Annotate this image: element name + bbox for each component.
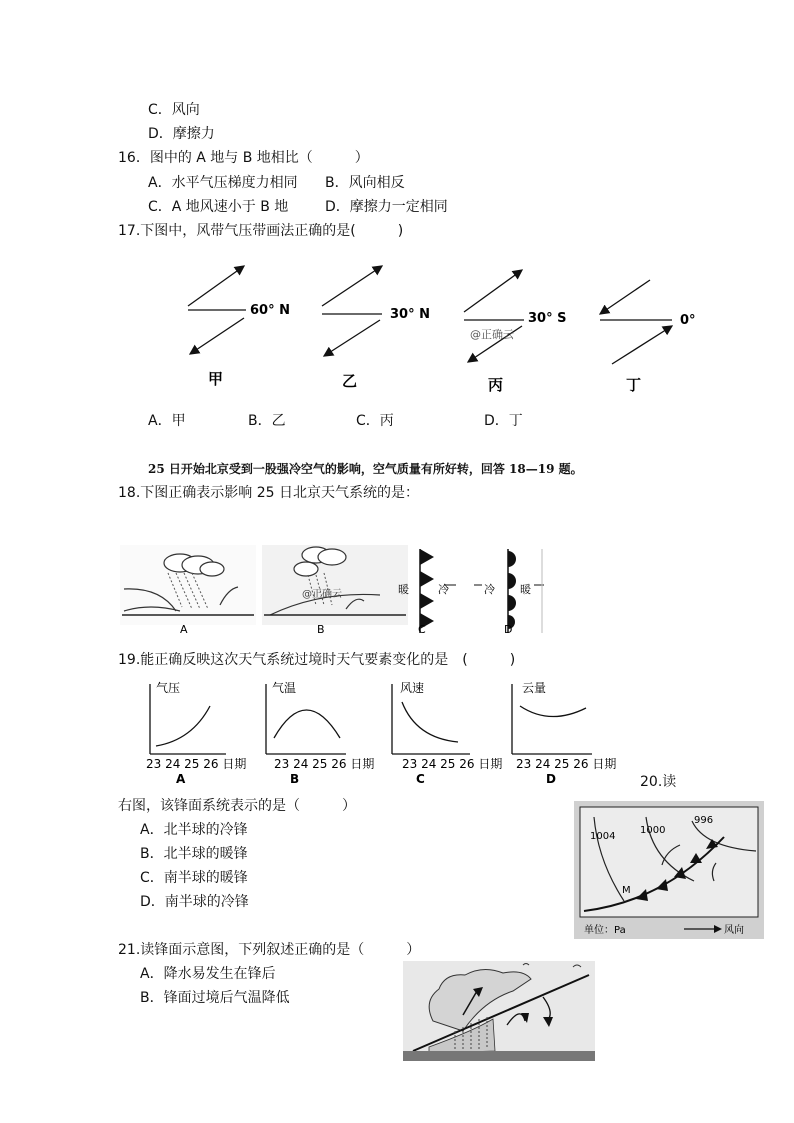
q16-option-b: B．风向相反 xyxy=(325,175,405,191)
q20-option-c: C．南半球的暖锋 xyxy=(140,870,248,886)
q17-caption-bing: 丙 xyxy=(488,376,504,394)
q17-diagram-yi xyxy=(322,266,430,390)
q18-panel-b xyxy=(262,545,408,636)
q19-letter-c: C xyxy=(416,772,425,786)
q16-option-a: A．水平气压梯度力相同 xyxy=(148,175,298,191)
q17-diagram-bing xyxy=(464,270,566,394)
q19-ylabel-d: 云量 xyxy=(522,681,547,695)
q18-front-figure xyxy=(120,545,546,637)
q18-warm-c: 暖 xyxy=(398,583,409,596)
q18-cold-d: 冷 xyxy=(484,583,495,596)
q21-front-diagram xyxy=(403,961,595,1061)
q19-letter-d: D xyxy=(546,772,556,786)
q19-stem: 19.能正确反映这次天气系统过境时天气要素变化的是 ( ) xyxy=(118,652,516,668)
q17-caption-jia: 甲 xyxy=(208,370,224,388)
q20-front-map xyxy=(574,801,764,939)
q17-option-d: D．丁 xyxy=(484,413,523,429)
q18-letter-b: B xyxy=(317,623,325,636)
q15-option-d: D．摩擦力 xyxy=(148,126,215,142)
q21-option-a: A．降水易发生在锋后 xyxy=(140,966,276,982)
q20-lead: 20.读 xyxy=(640,774,677,790)
q15-option-c: C．风向 xyxy=(148,102,200,118)
q17-caption-ding: 丁 xyxy=(626,376,642,394)
q18-cold-c: 冷 xyxy=(438,583,449,596)
q19-ylabel-c: 风速 xyxy=(400,681,425,695)
q19-letter-b: B xyxy=(290,772,300,786)
q20-isobar-1004: 1004 xyxy=(590,831,616,842)
q17-wind-belt-figure xyxy=(180,258,710,398)
q18-letter-d: D xyxy=(504,623,513,636)
q17-diagram-ding xyxy=(600,280,696,394)
q18-watermark: @正确云 xyxy=(302,589,342,600)
q18-stem: 18.下图正确表示影响 25 日北京天气系统的是： xyxy=(118,485,419,501)
q17-label-ding: 0° xyxy=(680,313,696,328)
q17-caption-yi: 乙 xyxy=(342,372,358,390)
q19-ylabel-b: 气温 xyxy=(272,681,297,695)
q16-stem: 16．图中的 A 地与 B 地相比（ ） xyxy=(118,150,369,166)
q19-graphs xyxy=(140,680,630,788)
q18-letter-a: A xyxy=(180,623,188,636)
q20-isobar-1000: 1000 xyxy=(640,825,666,836)
q17-label-bing: 30° S xyxy=(528,311,567,326)
q19-graph-b xyxy=(266,680,374,786)
q20-option-d: D．南半球的冷锋 xyxy=(140,894,249,910)
q19-letter-a: A xyxy=(176,772,186,786)
q17-watermark: @正确云 xyxy=(470,328,514,341)
q19-ticks-d: 23 24 25 26 日期 xyxy=(516,757,617,771)
q21-option-b: B．锋面过境后气温降低 xyxy=(140,990,290,1006)
q17-stem: 17.下图中，风带气压带画法正确的是( ) xyxy=(118,223,404,239)
q18-panel-d xyxy=(474,549,544,636)
q20-isobar-996: 996 xyxy=(694,815,714,826)
q19-ylabel-a: 气压 xyxy=(156,681,181,695)
q19-graph-a xyxy=(146,680,246,786)
q17-label-jia: 60° N xyxy=(250,303,290,318)
q20-option-b: B．北半球的暖锋 xyxy=(140,846,248,862)
q18-warm-d: 暖 xyxy=(520,583,531,596)
q19-ticks-a: 23 24 25 26 日期 xyxy=(146,757,247,771)
q20-stem: 右图，该锋面系统表示的是（ ） xyxy=(118,798,356,814)
q17-diagram-jia xyxy=(188,266,290,388)
q19-ticks-c: 23 24 25 26 日期 xyxy=(402,757,503,771)
q20-unit: 单位：Pa xyxy=(584,925,626,936)
q17-option-a: A．甲 xyxy=(148,413,186,429)
q18-letter-c: C xyxy=(418,623,426,636)
q19-graph-d xyxy=(512,681,616,786)
q18-panel-a xyxy=(120,545,256,636)
q20-point-m: M xyxy=(622,885,631,896)
q16-option-d: D．摩擦力一定相同 xyxy=(325,199,448,215)
q19-ticks-b: 23 24 25 26 日期 xyxy=(274,757,375,771)
q17-label-yi: 30° N xyxy=(390,307,430,322)
q20-option-a: A．北半球的冷锋 xyxy=(140,822,248,838)
q16-option-c: C．A 地风速小于 B 地 xyxy=(148,199,289,215)
q19-graph-c xyxy=(392,680,502,786)
q21-stem: 21.读锋面示意图，下列叙述正确的是（ ） xyxy=(118,942,421,958)
q20-wind-label: 风向 xyxy=(724,925,744,936)
passage-note: 25 日开始北京受到一股强冷空气的影响，空气质量有所好转，回答 18—19 题。 xyxy=(148,462,583,476)
q17-option-b: B．乙 xyxy=(248,413,286,429)
q17-option-c: C．丙 xyxy=(356,413,394,429)
